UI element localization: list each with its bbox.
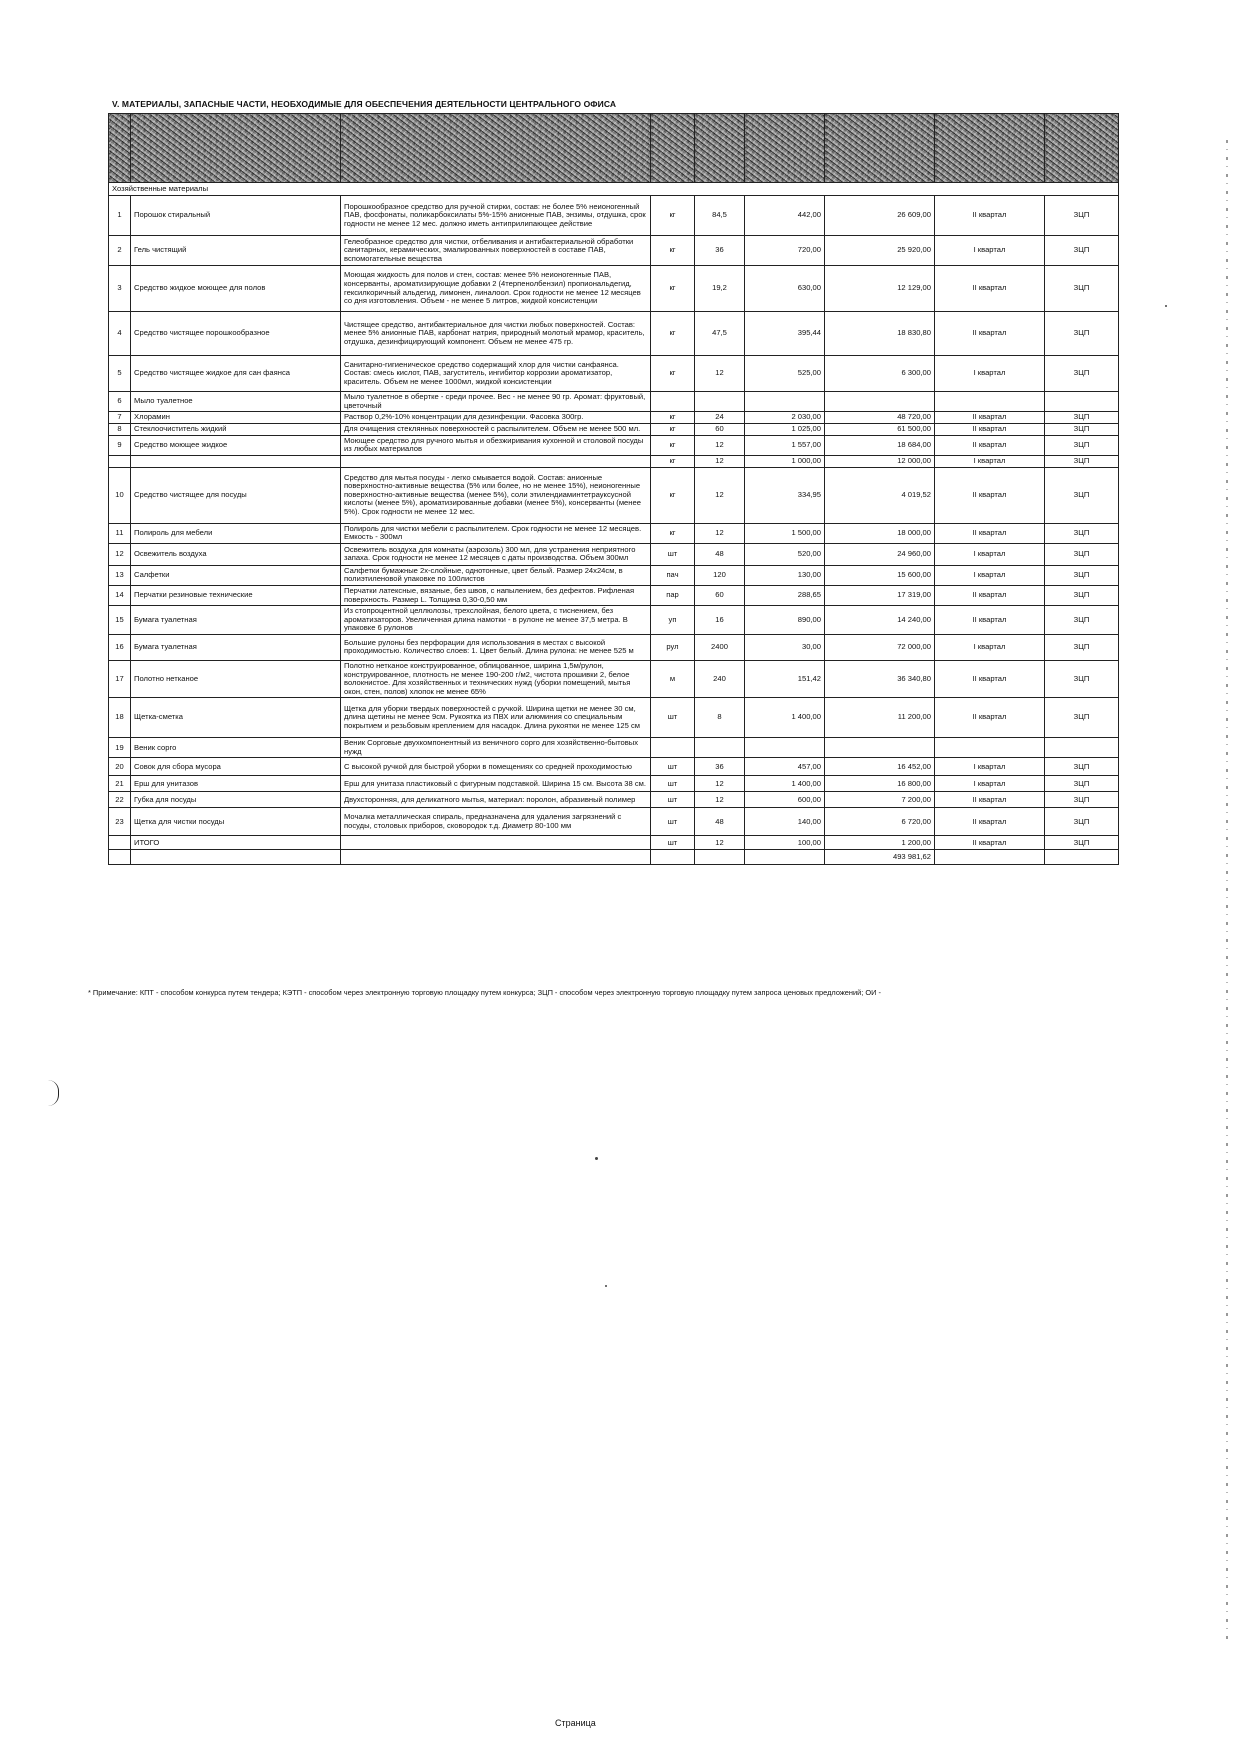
header-cell [695,114,745,183]
item-quantity: 12 [695,455,745,467]
item-quantity: 48 [695,543,745,565]
item-total: 26 609,00 [825,196,935,236]
item-period: II квартал [935,266,1045,312]
item-total: 18 000,00 [825,523,935,543]
item-unit: кг [651,455,695,467]
item-unit: м [651,660,695,697]
item-name: Щетка для чистки посуды [131,808,341,836]
table-row [109,698,1119,738]
item-total: 36 340,80 [825,660,935,697]
item-period: I квартал [935,634,1045,660]
header-cell [109,114,131,183]
item-method: ЗЦП [1045,585,1119,605]
item-method: ЗЦП [1045,792,1119,808]
item-description: Полотно нетканое конструированное, облицованное, ширина 1,5м/рулон, конструированное, плотность не менее 190-200 г/м2, чистота прошивки 2, белое волокнистое. Для хозяйственных и технических нужд (уборки помещений, мытья окон, стен, полов) хлопок не менее 65% [341,660,651,697]
item-period: II квартал [935,585,1045,605]
item-price: 457,00 [745,758,825,776]
item-description: Средство для мытья посуды - легко смывается водой. Состав: анионные поверхностно-активные вещества (5% или более, но не менее 15%), неионогенные поверхностно-активные вещества (менее 5%), соли этилендиаминтетрауксусной кислоты (менее 5%), ароматизированные добавки (менее 5%), консерванты (менее 5%). Срок годности не менее 12 мес. [341,467,651,523]
item-period: II квартал [935,808,1045,836]
item-quantity: 12 [695,467,745,523]
row-number: 20 [109,758,131,776]
header-cell [935,114,1045,183]
row-number: 15 [109,606,131,635]
item-unit: шт [651,836,695,850]
item-total: 61 500,00 [825,423,935,435]
table-row [109,634,1119,660]
item-method: ЗЦП [1045,523,1119,543]
item-quantity: 240 [695,660,745,697]
item-description: Мыло туалетное в обертке - среди прочее. Вес - не менее 90 гр. Аромат: фруктовый, цветочный [341,392,651,412]
empty-cell [1045,850,1119,865]
empty-cell [935,850,1045,865]
materials-table-wrapper [108,113,1118,865]
item-description: Веник Сорговые двухкомпонентный из веничного сорго для хозяйственно-бытовых нужд [341,738,651,758]
item-name: Бумага туалетная [131,634,341,660]
item-total: 16 800,00 [825,776,935,792]
row-number: 1 [109,196,131,236]
item-method: ЗЦП [1045,467,1119,523]
item-period: II квартал [935,467,1045,523]
item-period: II квартал [935,523,1045,543]
item-period: I квартал [935,455,1045,467]
item-unit: кг [651,467,695,523]
header-cell [131,114,341,183]
header-cell [341,114,651,183]
item-method: ЗЦП [1045,634,1119,660]
table-row [109,523,1119,543]
item-name: Освежитель воздуха [131,543,341,565]
item-price: 334,95 [745,467,825,523]
item-name: Стеклоочиститель жидкий [131,423,341,435]
item-price: 525,00 [745,356,825,392]
item-total: 7 200,00 [825,792,935,808]
scan-speck [595,1157,598,1160]
item-price: 140,00 [745,808,825,836]
item-period: I квартал [935,356,1045,392]
item-quantity: 60 [695,585,745,605]
table-row [109,836,1119,850]
item-name: Средство чистящее для посуды [131,467,341,523]
item-period: I квартал [935,758,1045,776]
item-unit: пач [651,565,695,585]
item-name: Совок для сбора мусора [131,758,341,776]
header-cell [745,114,825,183]
item-unit: пар [651,585,695,605]
item-total: 18 684,00 [825,435,935,455]
item-period [935,738,1045,758]
item-name: Перчатки резиновые технические [131,585,341,605]
item-unit: кг [651,196,695,236]
item-unit: кг [651,266,695,312]
item-price: 1 400,00 [745,698,825,738]
table-row [109,266,1119,312]
item-period: II квартал [935,196,1045,236]
item-unit [651,738,695,758]
binder-edge-mark [1226,140,1228,1640]
item-unit: кг [651,312,695,356]
item-period: I квартал [935,543,1045,565]
table-row [109,565,1119,585]
row-number: 14 [109,585,131,605]
item-period: II квартал [935,660,1045,697]
subsection-label: Хозяйственные материалы [109,183,1119,196]
item-unit: рул [651,634,695,660]
empty-cell [341,850,651,865]
row-number: 4 [109,312,131,356]
item-quantity: 12 [695,356,745,392]
item-unit: кг [651,523,695,543]
item-description: Порошкообразное средство для ручной стирки, состав: не более 5% неионогенный ПАВ, фосфонаты, поликарбоксилаты 5%-15% анионные ПАВ, энзимы, отдушка, срок годности не менее 12 мес. должно иметь антиприлипающее действие [341,196,651,236]
item-method: ЗЦП [1045,423,1119,435]
table-row [109,792,1119,808]
item-name: Средство моющее жидкое [131,435,341,455]
item-method: ЗЦП [1045,236,1119,266]
item-name: Бумага туалетная [131,606,341,635]
table-row [109,467,1119,523]
item-description: Из стопроцентной целлюлозы, трехслойная, белого цвета, с тиснением, без ароматизаторов. Увеличенная длина намотки - в рулоне не менее 37,5 метра. В упаковке 6 рулонов [341,606,651,635]
item-price: 395,44 [745,312,825,356]
item-period: I квартал [935,776,1045,792]
empty-cell [651,850,695,865]
item-unit: кг [651,423,695,435]
item-period: I квартал [935,236,1045,266]
scan-speck [1165,305,1167,307]
empty-cell [109,850,131,865]
item-method: ЗЦП [1045,698,1119,738]
item-price [745,392,825,412]
item-description: Перчатки латексные, вязаные, без швов, с напылением, без дефектов. Рифленая поверхность. Размер L. Толщина 0,30-0,50 мм [341,585,651,605]
row-number: 12 [109,543,131,565]
item-name [131,455,341,467]
item-quantity: 12 [695,776,745,792]
row-number: 10 [109,467,131,523]
item-period: II квартал [935,606,1045,635]
item-method: ЗЦП [1045,808,1119,836]
item-unit: шт [651,543,695,565]
item-method: ЗЦП [1045,196,1119,236]
item-method: ЗЦП [1045,565,1119,585]
table-row [109,543,1119,565]
table-row [109,808,1119,836]
table-row [109,738,1119,758]
item-quantity: 36 [695,758,745,776]
item-price: 100,00 [745,836,825,850]
item-name: Щетка-сметка [131,698,341,738]
item-unit: кг [651,356,695,392]
row-number: 11 [109,523,131,543]
item-total: 1 200,00 [825,836,935,850]
item-method: ЗЦП [1045,412,1119,424]
subsection-row [109,183,1119,196]
item-description: Моющая жидкость для полов и стен, состав: менее 5% неионогенные ПАВ, консерванты, ароматизирующие добавки 2 (4терпенолбензил) пропиональдегид, гексилкоричный альдегид, лимонен, линалоол. Срок годности не менее 12 месяцев со дня изготовления. Объем - не менее 5 литров, жидкой консистенции [341,266,651,312]
item-total: 16 452,00 [825,758,935,776]
item-price: 2 030,00 [745,412,825,424]
table-row [109,412,1119,424]
item-description: Полироль для чистки мебели с распылителем. Срок годности не менее 12 месяцев. Емкость - 300мл [341,523,651,543]
item-total [825,738,935,758]
item-description: Гелеобразное средство для чистки, отбеливания и антибактериальной обработки санитарных, керамических, эмалированных поверхностей в составе ПАВ, вспомогательные вещества [341,236,651,266]
item-period: II квартал [935,698,1045,738]
item-quantity: 19,2 [695,266,745,312]
header-cell [1045,114,1119,183]
table-row [109,758,1119,776]
item-price: 151,42 [745,660,825,697]
item-name: Ерш для унитазов [131,776,341,792]
item-total [825,392,935,412]
row-number: 5 [109,356,131,392]
item-total: 6 300,00 [825,356,935,392]
item-price: 1 500,00 [745,523,825,543]
item-name: Веник сорго [131,738,341,758]
page-label: Страница [555,1718,596,1728]
item-quantity: 12 [695,836,745,850]
item-description: Салфетки бумажные 2х-слойные, однотонные, цвет белый. Размер 24х24см, в полиэтиленовой упаковке по 100листов [341,565,651,585]
item-method: ЗЦП [1045,660,1119,697]
table-row [109,312,1119,356]
item-description: С высокой ручкой для быстрой уборки в помещениях со средней проходимостью [341,758,651,776]
header-cell [825,114,935,183]
item-name: Средство жидкое моющее для полов [131,266,341,312]
grand-total-row [109,850,1119,865]
row-number: 23 [109,808,131,836]
row-number: 2 [109,236,131,266]
item-name: Мыло туалетное [131,392,341,412]
item-name: Порошок стиральный [131,196,341,236]
item-total: 12 000,00 [825,455,935,467]
item-unit: кг [651,412,695,424]
footnote: * Примечание: КПТ - способом конкурса путем тендера; КЭТП - способом через электронную торговую площадку путем конкурса; ЗЦП - способом через электронную торговую площадку путем запроса ценовых предложений; ОИ - [88,988,881,997]
row-number: 16 [109,634,131,660]
item-quantity: 36 [695,236,745,266]
table-row [109,196,1119,236]
item-quantity: 16 [695,606,745,635]
scan-bracket-mark [48,1080,59,1106]
row-number: 7 [109,412,131,424]
item-price: 442,00 [745,196,825,236]
item-period: II квартал [935,836,1045,850]
item-quantity: 60 [695,423,745,435]
item-unit: шт [651,698,695,738]
item-description: Раствор 0,2%-10% концентрации для дезинфекции. Фасовка 300гр. [341,412,651,424]
item-method: ЗЦП [1045,543,1119,565]
item-quantity: 12 [695,435,745,455]
row-number: 21 [109,776,131,792]
item-price: 600,00 [745,792,825,808]
item-total: 24 960,00 [825,543,935,565]
item-total: 18 830,80 [825,312,935,356]
item-quantity: 84,5 [695,196,745,236]
row-number: 8 [109,423,131,435]
item-quantity: 24 [695,412,745,424]
item-method: ЗЦП [1045,356,1119,392]
item-period: I квартал [935,565,1045,585]
table-row [109,660,1119,697]
item-total: 17 319,00 [825,585,935,605]
item-price: 1 000,00 [745,455,825,467]
empty-cell [695,850,745,865]
item-period: II квартал [935,792,1045,808]
row-number: 17 [109,660,131,697]
item-period: II квартал [935,312,1045,356]
item-quantity: 2400 [695,634,745,660]
item-name: Полотно нетканое [131,660,341,697]
item-method: ЗЦП [1045,606,1119,635]
item-price: 30,00 [745,634,825,660]
table-row [109,776,1119,792]
scan-speck [605,1285,607,1287]
row-number: 18 [109,698,131,738]
item-method: ЗЦП [1045,776,1119,792]
item-method: ЗЦП [1045,455,1119,467]
item-total: 14 240,00 [825,606,935,635]
item-price: 130,00 [745,565,825,585]
item-period: II квартал [935,412,1045,424]
item-price: 720,00 [745,236,825,266]
item-description: Большие рулоны без перфорации для использования в местах с высокой проходимостью. Количество слоев: 1. Цвет белый. Длина рулона: не менее 525 м [341,634,651,660]
item-quantity [695,392,745,412]
item-price: 1 025,00 [745,423,825,435]
item-quantity: 12 [695,523,745,543]
item-name: Средство чистящее порошкообразное [131,312,341,356]
section-title: V. МАТЕРИАЛЫ, ЗАПАСНЫЕ ЧАСТИ, НЕОБХОДИМЫЕ ДЛЯ ОБЕСПЕЧЕНИЯ ДЕЯТЕЛЬНОСТИ ЦЕНТРАЛЬНОГО ОФИСА [112,99,617,109]
row-number [109,836,131,850]
item-total: 11 200,00 [825,698,935,738]
item-total: 48 720,00 [825,412,935,424]
item-quantity [695,738,745,758]
row-number: 22 [109,792,131,808]
item-method: ЗЦП [1045,435,1119,455]
item-unit: уп [651,606,695,635]
item-total: 25 920,00 [825,236,935,266]
item-unit: шт [651,776,695,792]
item-description: Моющее средство для ручного мытья и обезжиривания кухонной и столовой посуды из любых материалов [341,435,651,455]
item-quantity: 48 [695,808,745,836]
item-name: Полироль для мебели [131,523,341,543]
item-unit: кг [651,236,695,266]
item-total: 72 000,00 [825,634,935,660]
empty-cell [131,850,341,865]
item-quantity: 8 [695,698,745,738]
item-description: Ерш для унитаза пластиковый с фигурным подставкой. Ширина 15 см. Высота 38 см. [341,776,651,792]
item-method: ЗЦП [1045,836,1119,850]
table-row [109,236,1119,266]
row-number: 9 [109,435,131,455]
item-method: ЗЦП [1045,312,1119,356]
item-description: Санитарно-гигиеническое средство содержащий хлор для чистки санфаянса. Состав: смесь кислот, ПАВ, загуститель, ингибитор коррозии ароматизатор, краситель. Объем не менее 1000мл, жидкой консистенции [341,356,651,392]
table-row [109,392,1119,412]
row-number: 19 [109,738,131,758]
item-period: II квартал [935,435,1045,455]
item-description: Мочалка металлическая спираль, предназначена для удаления загрязнений с посуды, столовых приборов, сковородок т.д. Диаметр 80-100 мм [341,808,651,836]
item-description [341,455,651,467]
item-unit: шт [651,792,695,808]
row-number [109,455,131,467]
table-row [109,455,1119,467]
row-number: 3 [109,266,131,312]
item-description: Двухсторонняя, для деликатного мытья, материал: поролон, абразивный полимер [341,792,651,808]
table-row [109,435,1119,455]
item-price: 520,00 [745,543,825,565]
header-cell [651,114,695,183]
item-method: ЗЦП [1045,758,1119,776]
item-quantity: 47,5 [695,312,745,356]
item-method [1045,738,1119,758]
table-row [109,356,1119,392]
item-name: Гель чистящий [131,236,341,266]
item-method: ЗЦП [1045,266,1119,312]
item-total: 6 720,00 [825,808,935,836]
item-price [745,738,825,758]
item-unit: шт [651,808,695,836]
grand-total-value: 493 981,62 [825,850,935,865]
item-name: ИТОГО [131,836,341,850]
item-unit: шт [651,758,695,776]
empty-cell [745,850,825,865]
item-name: Губка для посуды [131,792,341,808]
item-description: Для очищения стеклянных поверхностей с распылителем. Объем не менее 500 мл. [341,423,651,435]
item-price: 1 557,00 [745,435,825,455]
item-method [1045,392,1119,412]
item-quantity: 120 [695,565,745,585]
item-period [935,392,1045,412]
table-row [109,585,1119,605]
item-total: 15 600,00 [825,565,935,585]
item-total: 12 129,00 [825,266,935,312]
item-total: 4 019,52 [825,467,935,523]
item-price: 630,00 [745,266,825,312]
row-number: 6 [109,392,131,412]
item-name: Салфетки [131,565,341,585]
item-unit [651,392,695,412]
item-unit: кг [651,435,695,455]
item-price: 1 400,00 [745,776,825,792]
item-description [341,836,651,850]
item-description: Освежитель воздуха для комнаты (аэрозоль) 300 мл, для устранения неприятного запаха. Срок годности не менее 12 месяцев с даты производства. Объем 300мл [341,543,651,565]
item-period: II квартал [935,423,1045,435]
item-name: Средство чистящее жидкое для сан фаянса [131,356,341,392]
item-price: 288,65 [745,585,825,605]
row-number: 13 [109,565,131,585]
item-quantity: 12 [695,792,745,808]
item-price: 890,00 [745,606,825,635]
materials-table [108,113,1119,865]
table-row [109,423,1119,435]
item-description: Чистящее средство, антибактериальное для чистки любых поверхностей. Состав: менее 5% анионные ПАВ, карбонат натрия, природный молотый мрамор, краситель, отдушка, дезинфицирующий компонент. Объем не менее 475 гр. [341,312,651,356]
item-description: Щетка для уборки твердых поверхностей с ручкой. Ширина щетки не менее 30 см, длина щетины не менее 9см. Рукоятка из ПВХ или алюминия со специальным покрытием и резьбовым креплением для насадок. Длина рукоятки не менее 125 см [341,698,651,738]
item-name: Хлорамин [131,412,341,424]
table-row [109,606,1119,635]
table-header-row [109,114,1119,183]
